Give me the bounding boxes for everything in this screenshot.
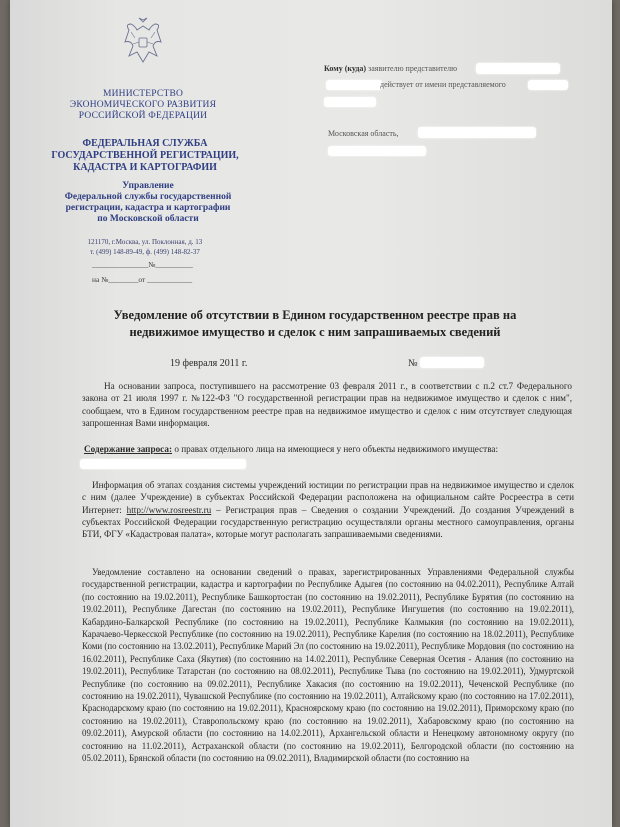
ministry-line: МИНИСТЕРСТВО	[102, 89, 184, 99]
info-text-end: – Регистрация прав – Сведения о создании Учреждений. До создания Учреждений в субъектах Российской Федерации государственную регистрацию осуществляли органы местного самоуправления, органы БТИ, ФГУ «Кадастровая палата», которые могут располагать запрашиваемыми сведениями.	[82, 504, 574, 540]
notice-title-line: Уведомление об отсутствии в Едином государственном реестре прав на	[113, 308, 517, 322]
redacted-request-subject	[80, 459, 246, 469]
notice-date: 19 февраля 2011 г.	[170, 358, 248, 369]
ministry-line: ЭКОНОМИЧЕСКОГО РАЗВИТИЯ	[69, 100, 217, 110]
request-label: Содержание запроса:	[84, 444, 173, 454]
redacted-notice-number	[420, 357, 484, 368]
department-line: регистрации, кадастра и картографии	[65, 203, 231, 213]
service-line: КАДАСТРА И КАРТОГРАФИИ	[73, 162, 217, 173]
rosreestr-link[interactable]: http://www.rosreestr.ru	[126, 504, 212, 515]
redacted-representative	[528, 80, 568, 90]
recipient-to-text: заявителю представителю	[368, 64, 458, 73]
service-line: ГОСУДАРСТВЕННОЙ РЕГИСТРАЦИИ,	[51, 150, 239, 161]
notice-title	[70, 307, 560, 341]
department-line: Федеральной службы государственной	[64, 192, 232, 202]
redacted-address-1	[418, 127, 536, 138]
address-line: 121170, г.Москва, ул. Поклонная, д. 13	[87, 238, 203, 246]
document-page	[10, 0, 612, 827]
outgoing-reg-line: _______________№__________	[92, 260, 193, 269]
service-line: ФЕДЕРАЛЬНАЯ СЛУЖБА	[82, 138, 208, 149]
redacted-address-2	[328, 146, 426, 156]
ministry-name	[58, 89, 228, 122]
request-content	[84, 444, 574, 454]
office-address	[70, 237, 220, 257]
notice-title-line: недвижимое имущество и сделок с ним запрашиваемых сведений	[129, 325, 501, 339]
redacted-recipient-name	[476, 63, 560, 74]
recipient-to-label: Кому (куда)	[324, 64, 367, 73]
redacted-recipient-line2	[326, 80, 382, 90]
incoming-reg-line: на №________от ____________	[92, 275, 193, 284]
info-text-start: Информация об этапах создания системы учреждений юстиции по регистрации прав на недвижимое имущество и сделок с ним (далее Учреждение) в субъектах Российской Федерации расположена на официальном сайте Росреестра в сети Интернет:	[82, 480, 574, 515]
department-name	[58, 181, 238, 225]
request-text: о правах отдельного лица на имеющиеся у него объекты недвижимого имущества:	[172, 444, 499, 454]
recipient-to	[324, 64, 457, 73]
recipient-region: Московская область,	[328, 129, 399, 138]
service-name	[50, 138, 240, 174]
basis-paragraph: На основании запроса, поступившего на рассмотрение 03 февраля 2011 г., в соответствии с п.2 ст.7 Федерального закона от 21 июля 1997 г. №122-ФЗ "О государственной регистрации прав на недвижимое имущество и сделок с ним", сообщаем, что в Едином государственном реестре прав на недвижимое имущество и сделок с ним отсутствует следующая запрошенная Вами информация.	[82, 381, 572, 428]
ministry-line: РОССИЙСКОЙ ФЕДЕРАЦИИ	[78, 111, 208, 121]
recipient-acting: действует от имени представляемого	[380, 80, 506, 89]
department-line: Управление	[122, 181, 174, 191]
redacted-recipient-line3	[324, 97, 376, 107]
notice-number-label: №	[408, 358, 418, 369]
sources-paragraph: Уведомление составлено на основании сведений о правах, зарегистрированных Управлениями Федеральной службы государственной регистрации, кадастра и картографии по Республике Адыгея (по состоянию на 04.02.2011), Республике Алтай (по состоянию на 19.02.2011), Республике Башкортостан (по состоянию на 19.02.2011), Республике Бурятия (по состоянию на 19.02.2011), Республике Дагестан (по состоянию на 19.02.2011), Республике Ингушетия (по состоянию на 19.02.2011), Кабардино-Балкарской Республике (по состоянию на 19.02.2011), Республике Калмыкия (по состоянию на 19.02.2011), Карачаево-Черкесской Республике (по состоянию на 19.02.2011), Республике Карелия (по состоянию на 18.02.2011), Республике Коми (по состоянию на 13.02.2011), Республике Марий Эл (по состоянию на 19.02.2011), Республике Мордовия (по состоянию на 16.02.2011), Республике Саха (Якутия) (по состоянию на 14.02.2011), Республике Северная Осетия - Алания (по состоянию на 19.02.2011), Республике Татарстан (по состоянию на 08.02.2011), Республике Тыва (по состоянию на 19.02.2011), Удмуртской Республике (по состоянию на 09.02.2011), Республике Хакасия (по состоянию на 19.02.2011), Чеченской Республике (по состоянию на 19.02.2011), Чувашской Республике (по состоянию на 19.02.2011), Алтайскому краю (по состоянию на 17.02.2011), Краснодарскому краю (по состоянию на 19.02.2011), Красноярскому краю (по состоянию на 19.02.2011), Приморскому краю (по состоянию на 19.02.2011), Ставропольскому краю (по состоянию на 19.02.2011), Хабаровскому краю (по состоянию на 09.02.2011), Амурской области (по состоянию на 14.02.2011), Архангельской области и Ненецкому автономному округу (по состоянию на 11.02.2011), Астраханской области (по состоянию на 19.02.2011), Белгородской области (по состоянию на 05.02.2011), Брянской области (по состоянию на 09.02.2011), Владимирской области (по состоянию на	[82, 567, 574, 764]
phone-line: т. (499) 148-89-49, ф. (499) 148-82-37	[90, 248, 200, 256]
coat-of-arms-emblem	[121, 16, 165, 68]
department-line: по Московской области	[97, 214, 199, 224]
info-paragraph	[82, 479, 574, 540]
